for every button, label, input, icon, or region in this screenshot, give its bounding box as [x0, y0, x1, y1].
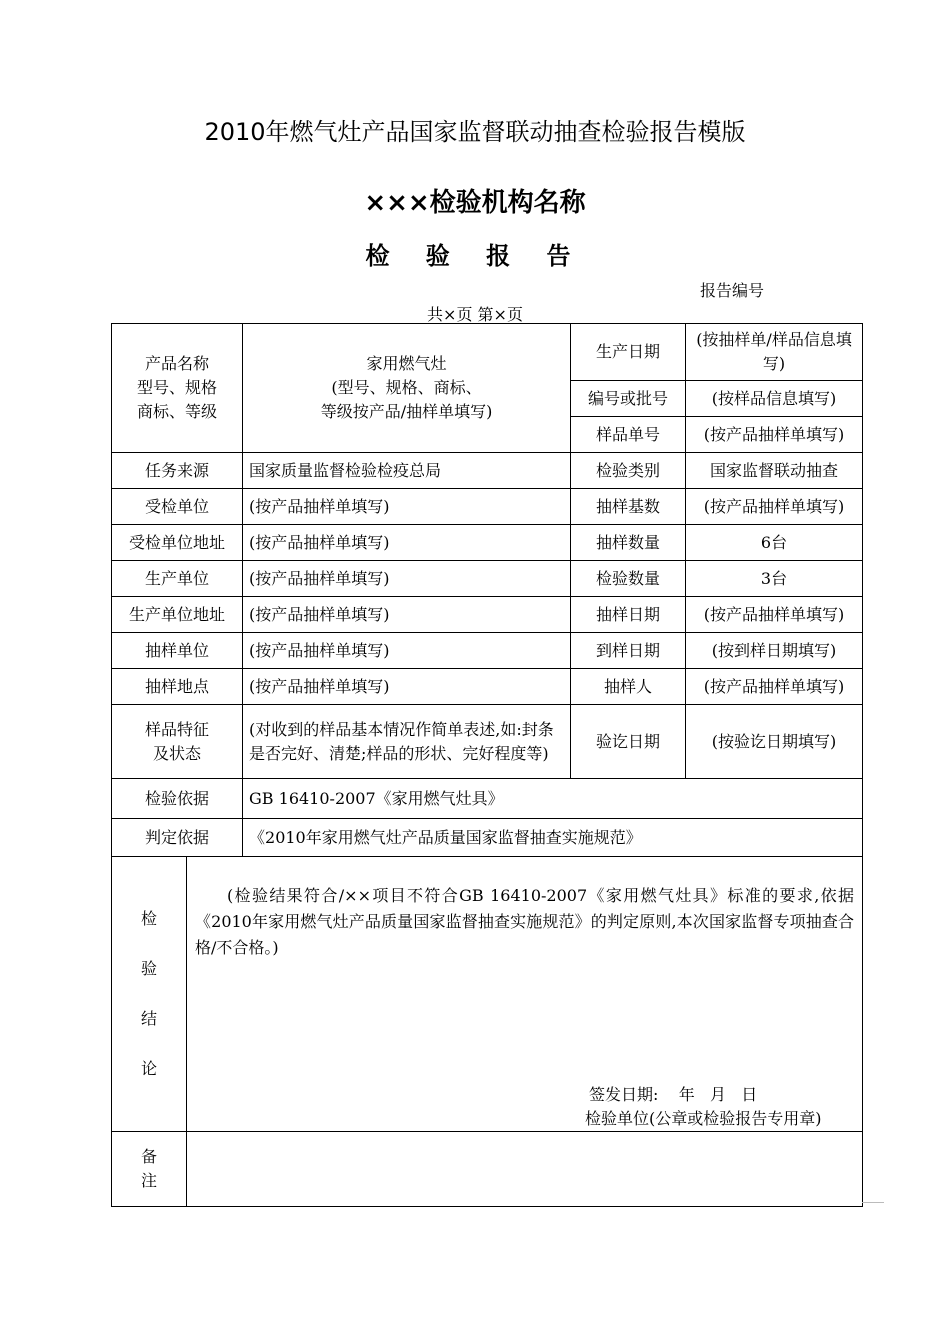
row-label2: 检验数量 [571, 561, 686, 597]
row-value2: (按产品抽样单填写) [686, 489, 863, 525]
table-row [112, 669, 863, 705]
row-label: 抽样地点 [112, 669, 243, 705]
table-row [112, 525, 863, 561]
judgement-label: 判定依据 [112, 819, 243, 857]
row-label2: 检验类别 [571, 453, 686, 489]
production-date-label: 生产日期 [571, 324, 686, 381]
table-row [112, 453, 863, 489]
row-label2: 抽样基数 [571, 489, 686, 525]
table-row [112, 489, 863, 525]
report-table [111, 323, 863, 1207]
row-value: 国家质量监督检验检疫总局 [243, 453, 571, 489]
row-value: (按产品抽样单填写) [243, 561, 571, 597]
production-date-value: (按抽样单/样品信息填写) [686, 324, 863, 381]
batch-value: (按样品信息填写) [686, 381, 863, 417]
sample-label: 样品特征 及状态 [112, 705, 243, 779]
sample-no-label: 样品单号 [571, 417, 686, 453]
basis-label: 检验依据 [112, 779, 243, 819]
row-label2: 抽样数量 [571, 525, 686, 561]
conclusion-cell [187, 857, 863, 1132]
completion-date-label: 验讫日期 [571, 705, 686, 779]
conclusion-label: 检 验 结 论 [112, 857, 187, 1132]
product-value: 家用燃气灶 (型号、规格、商标、 等级按产品/抽样单填写) [243, 324, 571, 453]
org-name: ×××检验机构名称 [364, 188, 586, 218]
row-label: 生产单位 [112, 561, 243, 597]
sample-value: (对收到的样品基本情况作简单表述,如:封条是否完好、清楚;样品的形状、完好程度等) [243, 705, 571, 779]
table-row [112, 597, 863, 633]
row-label: 生产单位地址 [112, 597, 243, 633]
page-edge-line [862, 1202, 884, 1203]
table-row [112, 633, 863, 669]
judgement-value: 《2010年家用燃气灶产品质量国家监督抽查实施规范》 [243, 819, 863, 857]
basis-value: GB 16410-2007《家用燃气灶具》 [243, 779, 863, 819]
report-heading: 检 验 报 告 [365, 242, 585, 270]
issue-date: 签发日期: 年 月 日 [589, 1085, 758, 1104]
row-label2: 抽样日期 [571, 597, 686, 633]
document-title: 2010年燃气灶产品国家监督联动抽查检验报告模版 [204, 118, 746, 146]
row-value2: (按产品抽样单填写) [686, 669, 863, 705]
row-value2: 3台 [686, 561, 863, 597]
page-count: 共×页 第×页 [427, 305, 523, 324]
sample-no-value: (按产品抽样单填写) [686, 417, 863, 453]
row-value: (按产品抽样单填写) [243, 669, 571, 705]
row-label2: 抽样人 [571, 669, 686, 705]
row-value: (按产品抽样单填写) [243, 633, 571, 669]
row-value: (按产品抽样单填写) [243, 489, 571, 525]
row-value2: 6台 [686, 525, 863, 561]
table-row [112, 561, 863, 597]
conclusion-text: (检验结果符合/××项目不符合GB 16410-2007《家用燃气灶具》标准的要求,依据《2010年家用燃气灶产品质量国家监督抽查实施规范》的判定原则,本次国家监督专项抽查合格/不合格。) [195, 886, 855, 957]
remarks-label: 备 注 [112, 1132, 187, 1207]
issuer: 检验单位(公章或检验报告专用章) [585, 1109, 822, 1128]
product-label: 产品名称 型号、规格 商标、等级 [112, 324, 243, 453]
remarks-value [187, 1132, 863, 1207]
row-label: 受检单位 [112, 489, 243, 525]
row-label: 受检单位地址 [112, 525, 243, 561]
row-value2: (按到样日期填写) [686, 633, 863, 669]
row-value2: 国家监督联动抽查 [686, 453, 863, 489]
row-label2: 到样日期 [571, 633, 686, 669]
batch-label: 编号或批号 [571, 381, 686, 417]
row-label: 抽样单位 [112, 633, 243, 669]
row-value: (按产品抽样单填写) [243, 597, 571, 633]
row-label: 任务来源 [112, 453, 243, 489]
row-value2: (按产品抽样单填写) [686, 597, 863, 633]
completion-date-value: (按验讫日期填写) [686, 705, 863, 779]
row-value: (按产品抽样单填写) [243, 525, 571, 561]
report-number-label: 报告编号 [700, 281, 765, 300]
